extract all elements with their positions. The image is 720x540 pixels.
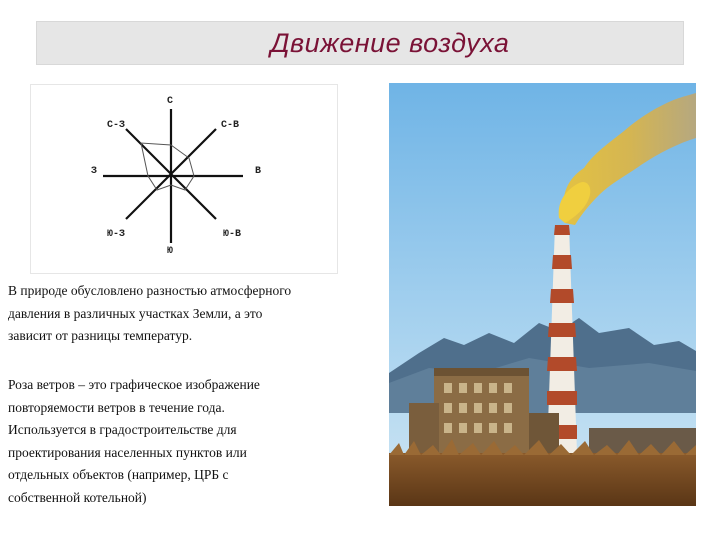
label-south-east: Ю-В [223, 229, 242, 240]
slide-title: Движение воздуха [270, 27, 510, 58]
grass-field [389, 453, 696, 506]
paragraph2-line: проектирования населенных пунктов или [8, 444, 247, 460]
paragraph1-line: В природе обусловлено разностью атмосферного [8, 283, 292, 298]
paragraph2-line: отдельных объектов (например, ЦРБ с [8, 467, 229, 482]
paragraph-pressure [8, 280, 368, 348]
paragraph2-line: Используется в градостроительстве для [8, 422, 237, 437]
label-south: Ю [167, 246, 174, 257]
label-north-west: С-З [107, 120, 126, 131]
paragraph2-line: Роза ветров – это графическое изображение [8, 377, 260, 392]
paragraph1-line: зависит от разницы температур. [8, 328, 193, 343]
wind-rose-svg [31, 85, 339, 275]
wind-rose-polygon [141, 143, 194, 190]
paragraph-wind-rose [8, 374, 368, 509]
paragraph2-line: повторяемости ветров в течение года. [8, 399, 225, 415]
label-east: В [255, 166, 262, 177]
factory-chimney-photo [389, 83, 696, 506]
label-west: З [91, 166, 98, 177]
label-north-east: С-В [221, 120, 240, 131]
wind-rose-diagram [30, 84, 338, 274]
paragraph1-line: давления в различных участках Земли, а это [8, 305, 263, 321]
label-north: С [167, 96, 174, 107]
paragraph2-line: собственной котельной) [8, 489, 147, 505]
label-south-west: Ю-З [107, 229, 126, 240]
chimney-smoke-image [389, 83, 696, 506]
title-bar [36, 21, 684, 65]
